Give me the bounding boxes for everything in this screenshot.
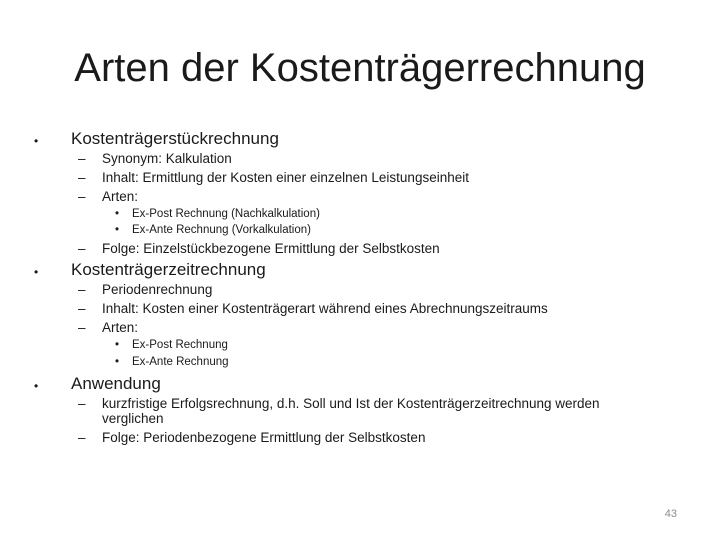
sub-list-item: Ex-Post Rechnung (Nachkalkulation) (132, 208, 320, 220)
sub-list-item: Ex-Ante Rechnung (132, 356, 229, 368)
dash-marker: – (78, 320, 86, 335)
list-item-continuation: verglichen (102, 411, 164, 426)
dash-marker: – (78, 430, 86, 445)
bullet-marker: • (34, 265, 39, 279)
section-heading-stueckrechnung: Kostenträgerstückrechnung (71, 129, 279, 148)
list-item: Periodenrechnung (102, 282, 213, 297)
list-item: Folge: Periodenbezogene Ermittlung der Selbstkosten (102, 430, 426, 445)
dash-marker: – (78, 282, 86, 297)
list-item: kurzfristige Erfolgsrechnung, d.h. Soll und Ist der Kostenträgerzeitrechnung werden (102, 396, 600, 411)
list-item: Arten: (102, 320, 139, 335)
sub-list-item: Ex-Ante Rechnung (Vorkalkulation) (132, 224, 311, 236)
section-heading-zeitrechnung: Kostenträgerzeitrechnung (71, 260, 266, 279)
list-item: Folge: Einzelstückbezogene Ermittlung der Selbstkosten (102, 241, 440, 256)
list-item: Arten: (102, 189, 139, 204)
bullet-marker: • (34, 379, 39, 393)
dash-marker: – (78, 189, 86, 204)
sub-bullet-marker: • (115, 224, 120, 236)
sub-bullet-marker: • (115, 356, 120, 368)
dash-marker: – (78, 301, 86, 316)
page-number: 43 (664, 508, 677, 520)
section-heading-anwendung: Anwendung (71, 374, 161, 393)
slide-title: Arten der Kostenträgerrechnung (74, 46, 646, 90)
bullet-marker: • (34, 134, 39, 148)
sub-bullet-marker: • (115, 208, 120, 220)
sub-list-item: Ex-Post Rechnung (132, 339, 228, 351)
dash-marker: – (78, 170, 86, 185)
sub-bullet-marker: • (115, 339, 120, 351)
dash-marker: – (78, 241, 86, 256)
list-item: Inhalt: Ermittlung der Kosten einer einzelnen Leistungseinheit (102, 170, 469, 185)
dash-marker: – (78, 396, 86, 411)
list-item: Synonym: Kalkulation (102, 151, 232, 166)
dash-marker: – (78, 151, 86, 166)
list-item: Inhalt: Kosten einer Kostenträgerart während eines Abrechnungszeitraums (102, 301, 548, 316)
